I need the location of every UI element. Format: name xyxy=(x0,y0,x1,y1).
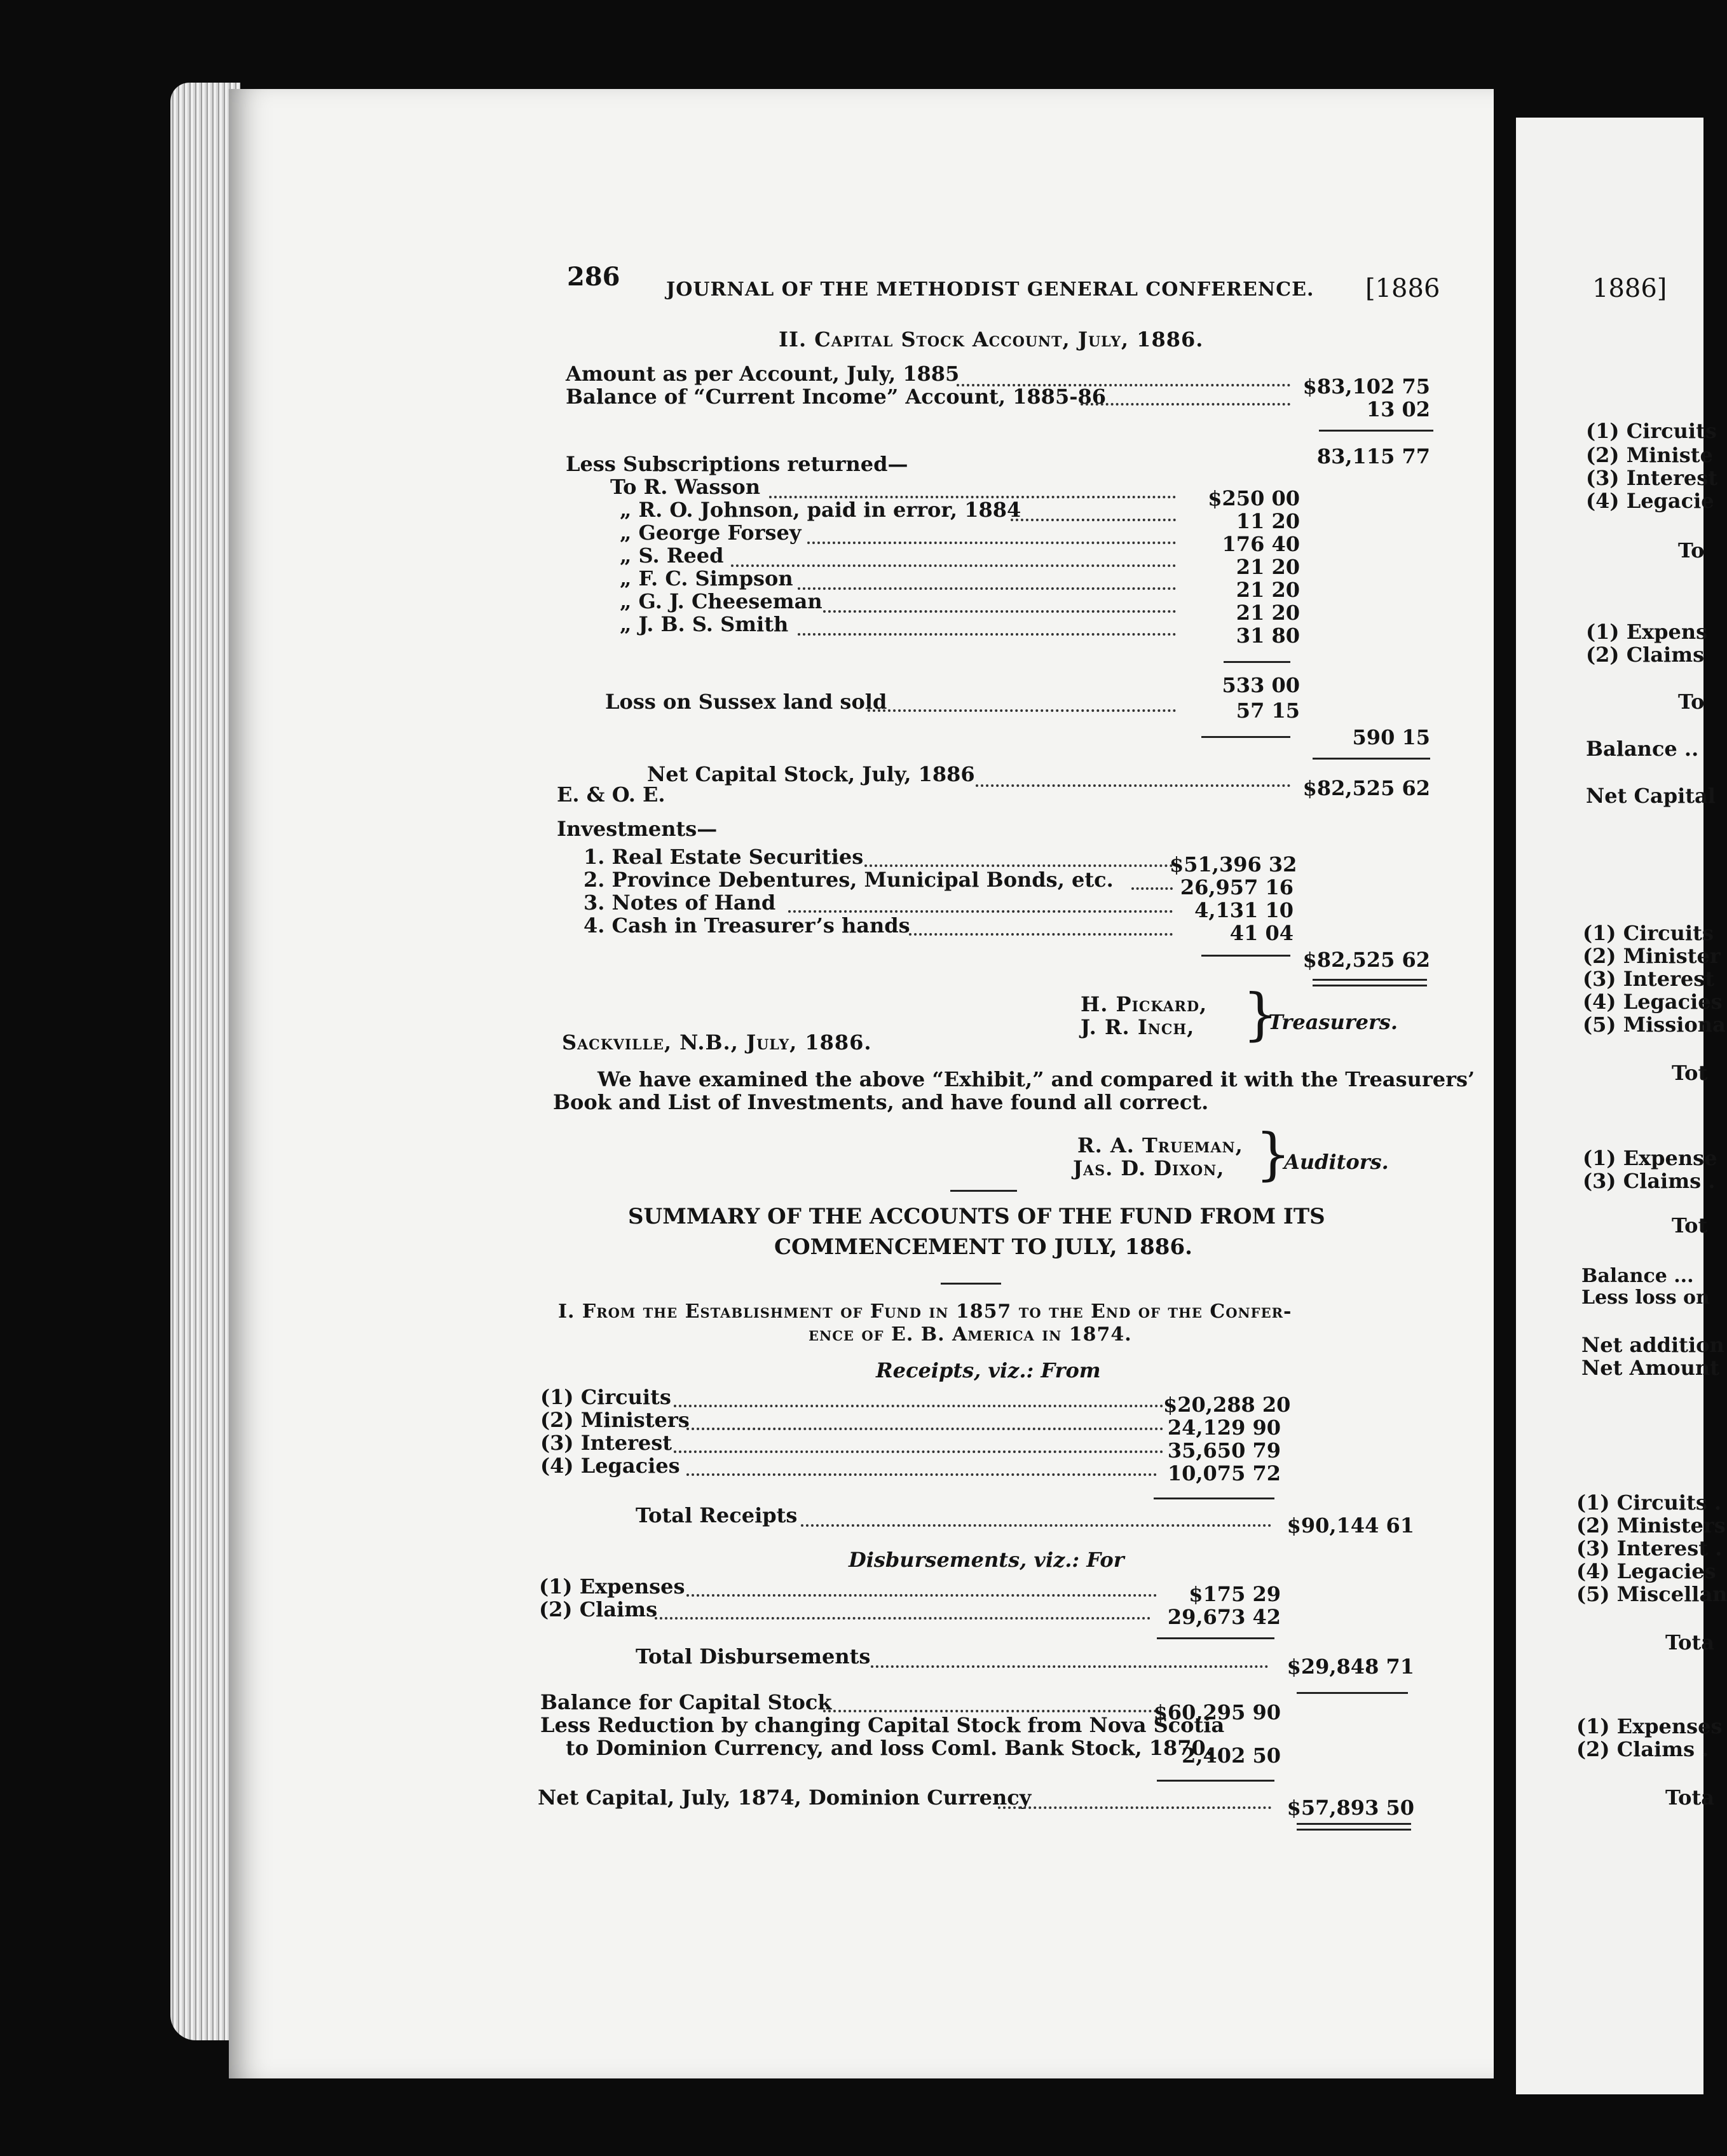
leader-dots xyxy=(798,631,1176,636)
right-page-line: Balance .. xyxy=(1586,737,1699,761)
right-page-line: (4) Legacie xyxy=(1586,489,1714,513)
leader-dots xyxy=(871,1663,1268,1668)
running-title: JOURNAL OF THE METHODIST GENERAL CONFERENCE. xyxy=(666,278,1314,301)
return-amount: 21 20 xyxy=(1236,601,1300,625)
right-page-line: (5) Miscellan xyxy=(1576,1582,1727,1606)
return-name: „ G. J. Cheeseman xyxy=(620,589,823,613)
audit-statement: We have examined the above “Exhibit,” and compared it with the Treasurers’ xyxy=(597,1067,1475,1091)
leader-dots xyxy=(823,1707,1157,1712)
receipt-amount: 35,650 79 xyxy=(1167,1438,1281,1463)
leader-dots xyxy=(686,1471,1157,1476)
subtotal: 83,115 77 xyxy=(1316,444,1430,468)
sum-rule xyxy=(1157,1780,1274,1782)
leader-dots xyxy=(1011,516,1176,521)
section-rule xyxy=(941,1283,1001,1285)
section-heading: I. From the Establishment of Fund in 1857 to the End of the Confer- xyxy=(558,1300,1292,1323)
balance-label: Balance for Capital Stock xyxy=(540,1690,832,1714)
right-page-line: Net Capital xyxy=(1586,784,1716,808)
receipt-item: (4) Legacies xyxy=(540,1454,680,1478)
sum-rule xyxy=(1224,661,1290,663)
header-year: [1886 xyxy=(1365,274,1440,303)
less-subscriptions-label: Less Subscriptions returned— xyxy=(566,452,908,476)
leader-dots xyxy=(1131,885,1173,890)
return-name: „ F. C. Simpson xyxy=(620,566,793,590)
sum-rule xyxy=(1201,736,1290,738)
disbursement-amount: 29,673 42 xyxy=(1167,1605,1281,1629)
right-page-line: To xyxy=(1678,538,1705,563)
row-total: $83,102 75 xyxy=(1302,374,1430,399)
net-capital-stock-total: $82,525 62 xyxy=(1302,776,1430,800)
right-page-line: Tota xyxy=(1665,1785,1714,1810)
treasurer-name: H. Pickard, xyxy=(1081,992,1208,1016)
disbursements-heading: Disbursements, viz.: For xyxy=(849,1548,1124,1572)
leader-dots xyxy=(788,908,1173,913)
right-page-line: (2) Ministe xyxy=(1586,443,1713,467)
leader-dots xyxy=(674,1402,1163,1407)
net-capital-stock-label: Net Capital Stock, July, 1886 xyxy=(647,762,975,786)
investment-item: 2. Province Debentures, Municipal Bonds, etc. xyxy=(584,868,1114,892)
brace: } xyxy=(1243,981,1278,1047)
investment-amount: 41 04 xyxy=(1229,921,1294,945)
leader-dots xyxy=(686,1425,1163,1430)
reduction-text: to Dominion Currency, and loss Coml. Bank Stock, 1870. xyxy=(566,1736,1213,1760)
right-page-line: Balance ... xyxy=(1581,1265,1694,1287)
receipt-item: (3) Interest xyxy=(540,1431,672,1455)
summary-title: SUMMARY OF THE ACCOUNTS OF THE FUND FROM ITS xyxy=(628,1204,1325,1229)
right-page-line: (1) Circuits xyxy=(1583,921,1714,945)
receipt-amount: 10,075 72 xyxy=(1167,1461,1281,1485)
right-page-line: (2) Claims xyxy=(1586,643,1705,667)
return-amount: 31 80 xyxy=(1236,624,1300,648)
sum-rule xyxy=(1154,1498,1274,1499)
auditor-name: R. A. Trueman, xyxy=(1077,1133,1243,1157)
investment-item: 4. Cash in Treasurer’s hands xyxy=(584,913,910,938)
right-page-line: (1) Expense xyxy=(1583,1146,1717,1170)
treasurers-role: Treasurers. xyxy=(1268,1010,1398,1034)
disbursement-amount: $175 29 xyxy=(1189,1582,1281,1606)
place-date: Sackville, N.B., July, 1886. xyxy=(562,1030,872,1054)
total-receipts: $90,144 61 xyxy=(1287,1513,1414,1538)
return-name: „ S. Reed xyxy=(620,543,724,568)
deduction-total: 590 15 xyxy=(1352,725,1430,749)
sum-rule xyxy=(1201,955,1290,957)
right-page-line: (4) Legacies xyxy=(1576,1559,1716,1583)
right-page-line: (1) Circuits xyxy=(1586,419,1717,443)
disbursement-item: (1) Expenses xyxy=(539,1574,685,1599)
right-page-line: Tot xyxy=(1672,1061,1708,1085)
balance-amount: $60,295 90 xyxy=(1153,1700,1281,1724)
receipt-amount: 24,129 90 xyxy=(1167,1416,1281,1440)
audit-statement: Book and List of Investments, and have found all correct. xyxy=(553,1090,1209,1114)
leader-dots xyxy=(909,931,1173,936)
investment-amount: 26,957 16 xyxy=(1180,875,1294,899)
leader-dots xyxy=(801,1522,1271,1527)
summary-title: COMMENCEMENT TO JULY, 1886. xyxy=(774,1234,1192,1260)
page-number: 286 xyxy=(567,262,620,292)
net-capital-label: Net Capital, July, 1874, Dominion Currency xyxy=(538,1785,1032,1810)
right-page-line: (3) Interest . xyxy=(1576,1536,1723,1560)
return-name: „ George Forsey xyxy=(620,521,802,545)
receipts-heading: Receipts, viz.: From xyxy=(876,1358,1101,1382)
sum-rule xyxy=(1313,758,1430,760)
return-amount: 11 20 xyxy=(1236,509,1300,533)
sum-rule xyxy=(1319,430,1433,432)
return-name: „ J. B. S. Smith xyxy=(620,612,789,636)
returns-sum: 533 00 xyxy=(1222,673,1300,697)
return-amount: 21 20 xyxy=(1236,555,1300,579)
right-page-line: (3) Claims . xyxy=(1583,1169,1716,1193)
receipt-amount: $20,288 20 xyxy=(1163,1393,1291,1417)
right-page-line: (5) Missiona xyxy=(1583,1013,1726,1037)
right-page-line: (2) Claims . xyxy=(1576,1737,1709,1761)
leader-dots xyxy=(807,539,1176,544)
right-page-line: (1) Expenses xyxy=(1576,1714,1723,1738)
double-rule xyxy=(1297,1823,1411,1831)
leader-dots xyxy=(823,608,1176,613)
leader-dots xyxy=(674,1448,1163,1453)
return-amount: 176 40 xyxy=(1222,532,1300,556)
leader-dots xyxy=(1081,400,1290,406)
right-page-line: (4) Legacies xyxy=(1583,990,1723,1014)
right-page-line: Net addition xyxy=(1581,1333,1724,1357)
investments-label: Investments— xyxy=(557,817,718,841)
right-page-line: (1) Circuits . xyxy=(1576,1491,1722,1515)
leader-dots xyxy=(998,1804,1271,1809)
return-name: To R. Wasson xyxy=(610,475,761,499)
treasurer-name: J. R. Inch, xyxy=(1081,1015,1195,1039)
reduction-amount: 2,402 50 xyxy=(1182,1743,1281,1768)
right-page-line: Tot xyxy=(1672,1213,1708,1238)
right-page-line: Tota xyxy=(1665,1630,1714,1655)
return-amount: $250 00 xyxy=(1208,486,1300,510)
investment-amount: $51,396 32 xyxy=(1170,852,1297,877)
section-heading: ence of E. B. America in 1874. xyxy=(809,1323,1132,1346)
leader-dots xyxy=(655,1614,1150,1620)
right-page-line: Less loss on xyxy=(1581,1286,1710,1309)
loss-amount: 57 15 xyxy=(1236,699,1300,723)
reduction-text: Less Reduction by changing Capital Stock from Nova Scotia xyxy=(540,1713,1225,1737)
leader-dots xyxy=(864,862,1173,867)
row-total: 13 02 xyxy=(1366,397,1430,421)
right-page-line: (2) Minister xyxy=(1583,944,1721,968)
right-page-line: (3) Interest xyxy=(1586,466,1718,490)
investment-amount: 4,131 10 xyxy=(1194,898,1294,922)
right-page-line: (1) Expens xyxy=(1586,620,1708,644)
right-page-line: (3) Interest xyxy=(1583,967,1715,991)
sum-rule xyxy=(1157,1637,1274,1639)
return-amount: 21 20 xyxy=(1236,578,1300,602)
section-rule xyxy=(950,1190,1017,1192)
leader-dots xyxy=(976,782,1290,787)
receipt-item: (2) Ministers xyxy=(540,1408,690,1432)
right-page-line: Net Amount xyxy=(1581,1356,1719,1380)
total-disbursements: $29,848 71 xyxy=(1287,1655,1414,1679)
leader-dots xyxy=(868,707,1176,712)
row-label: Balance of “Current Income” Account, 1885-86 xyxy=(566,385,1107,409)
disbursement-item: (2) Claims xyxy=(539,1597,658,1621)
auditors-role: Auditors. xyxy=(1284,1150,1389,1174)
net-capital-total: $57,893 50 xyxy=(1287,1796,1414,1820)
leader-dots xyxy=(798,585,1176,590)
double-rule xyxy=(1313,979,1427,986)
sum-rule xyxy=(1297,1692,1408,1694)
return-name: „ R. O. Johnson, paid in error, 1884 xyxy=(620,498,1021,522)
loss-label: Loss on Sussex land sold xyxy=(605,690,887,714)
right-page-year: 1886] xyxy=(1592,274,1667,303)
errors-omissions: E. & O. E. xyxy=(557,782,666,807)
leader-dots xyxy=(731,562,1176,567)
total-receipts-label: Total Receipts xyxy=(636,1503,798,1527)
row-label: Amount as per Account, July, 1885 xyxy=(566,362,960,386)
brace: } xyxy=(1255,1121,1291,1187)
investment-item: 3. Notes of Hand xyxy=(584,890,776,915)
leader-dots xyxy=(686,1592,1157,1597)
right-page-line: To xyxy=(1678,690,1705,714)
investment-item: 1. Real Estate Securities xyxy=(584,845,864,869)
capital-stock-title: II. Capital Stock Account, July, 1886. xyxy=(779,327,1204,351)
total-disbursements-label: Total Disbursements xyxy=(636,1644,871,1668)
auditor-name: Jas. D. Dixon, xyxy=(1073,1156,1225,1180)
right-page-line: (2) Ministers xyxy=(1576,1513,1726,1538)
receipt-item: (1) Circuits xyxy=(540,1385,671,1409)
investments-total: $82,525 62 xyxy=(1302,948,1430,972)
